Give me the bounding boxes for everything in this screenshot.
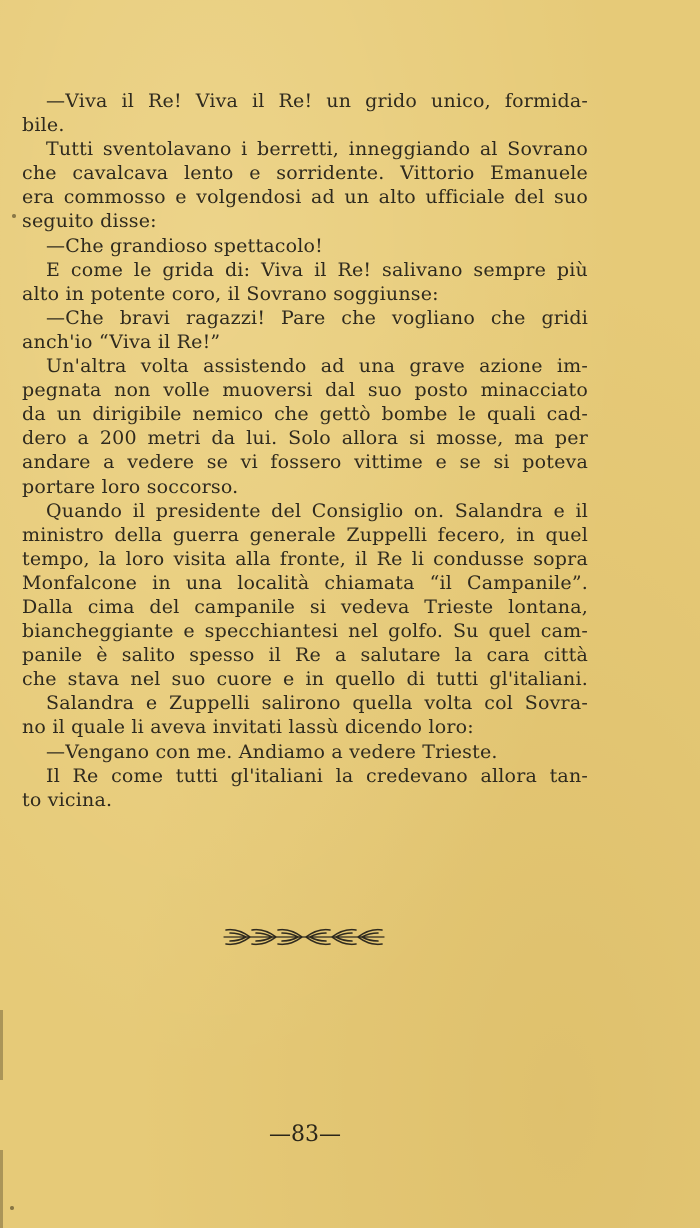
- text-line: andare a vedere se vi fossero vittime e se si poteva: [22, 451, 588, 474]
- text-line: era commosso e volgendosi ad un alto ufficiale del suo: [22, 186, 588, 209]
- body-text: [22, 89, 588, 812]
- text-line: Un'altra volta assistendo ad una grave azione im-: [46, 355, 588, 378]
- binding-edge-mark: [0, 1010, 3, 1080]
- text-line: —Viva il Re! Viva il Re! un grido unico, formida-: [46, 90, 588, 112]
- text-line: anch'io “Viva il Re!”: [22, 330, 221, 353]
- text-line: —Vengano con me. Andiamo a vedere Trieste.: [46, 740, 498, 763]
- text-line: che stava nel suo cuore e in quello di tutti gl'italiani.: [22, 668, 588, 691]
- paper-speck: [10, 1206, 14, 1210]
- text-line: Tutti sventolavano i berretti, inneggiando al Sovrano: [46, 138, 588, 161]
- text-line: Quando il presidente del Consiglio on. Salandra e il: [46, 499, 588, 522]
- text-line: panile è salito spesso il Re a salutare la cara città: [22, 644, 588, 667]
- text-line: Salandra e Zuppelli salirono quella volta col Sovra-: [46, 692, 588, 715]
- text-line: seguito disse:: [22, 210, 157, 233]
- text-line: —Che bravi ragazzi! Pare che vogliano che gridi: [46, 306, 588, 329]
- text-line: da un dirigibile nemico che gettò bombe le quali cad-: [22, 403, 588, 426]
- text-line: bile.: [22, 114, 65, 137]
- paper-speck: [12, 214, 16, 218]
- text-line: alto in potente coro, il Sovrano soggiunse:: [22, 282, 439, 305]
- text-line: portare loro soccorso.: [22, 475, 239, 498]
- text-line: biancheggiante e specchiantesi nel golfo. Su quel cam-: [22, 620, 588, 643]
- text-line: Monfalcone in una località chiamata “il Campanile”.: [22, 571, 588, 594]
- text-line: ministro della guerra generale Zuppelli fecero, in quel: [22, 523, 588, 546]
- text-line: tempo, la loro visita alla fronte, il Re li condusse sopra: [22, 547, 588, 570]
- text-line: no il quale li aveva invitati lassù dicendo loro:: [22, 716, 474, 739]
- text-line: dero a 200 metri da lui. Solo allora si mosse, ma per: [22, 427, 588, 450]
- page-number: —83—: [269, 1122, 341, 1147]
- text-line: Dalla cima del campanile si vedeva Trieste lontana,: [22, 595, 588, 618]
- text-line: Il Re come tutti gl'italiani la credevano allora tan-: [46, 764, 588, 787]
- text-line: che cavalcava lento e sorridente. Vittorio Emanuele: [22, 162, 588, 185]
- text-line: pegnata non volle muoversi dal suo posto minacciato: [22, 379, 588, 402]
- text-line: —Che grandioso spettacolo!: [46, 234, 323, 257]
- text-line: E come le grida di: Viva il Re! salivano sempre più: [46, 258, 588, 281]
- text-line: to vicina.: [22, 788, 113, 811]
- decorative-ornament-icon: [222, 922, 386, 952]
- binding-edge-mark: [0, 1150, 3, 1228]
